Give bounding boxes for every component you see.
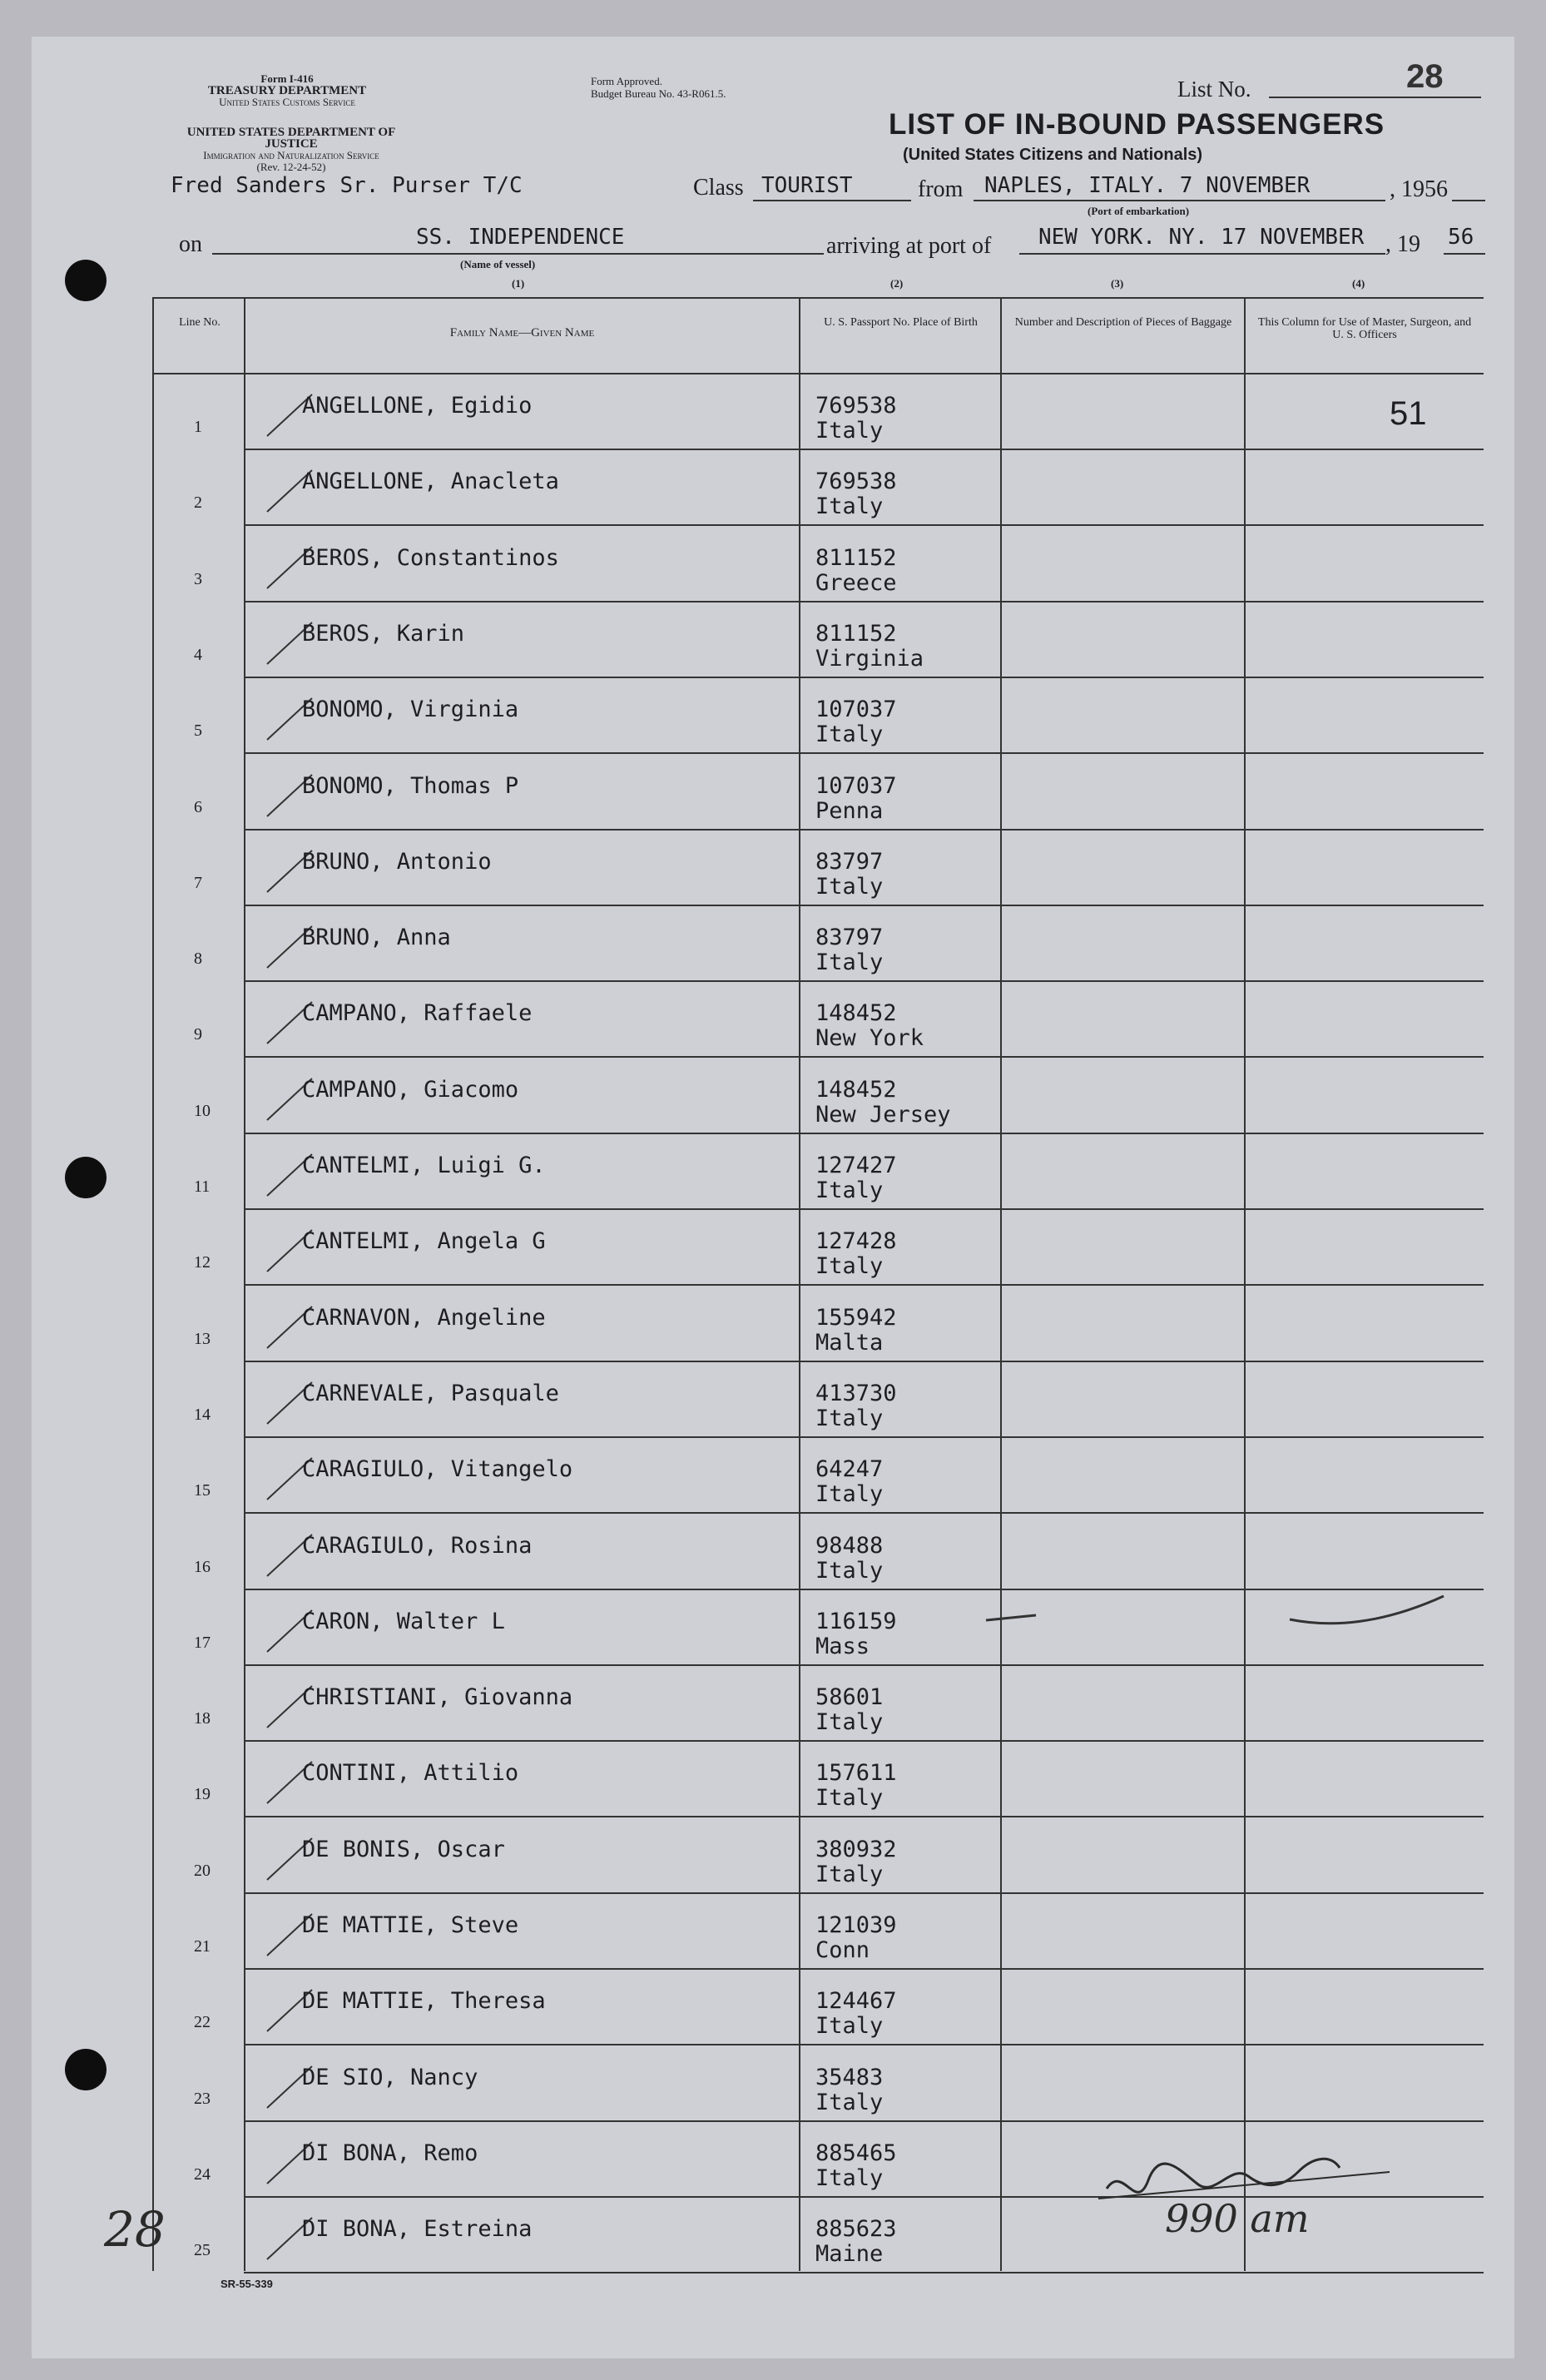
table-row [152, 1287, 1484, 1362]
officer-scribble [1281, 1581, 1456, 1631]
passenger-name: DE BONIS, Oscar [302, 1836, 505, 1862]
passenger-name: CARNAVON, Angeline [302, 1304, 546, 1331]
col-head-baggage: Number and Description of Pieces of Baggage [1014, 316, 1232, 329]
passport-number: 413730 [815, 1380, 897, 1406]
table-row [152, 1134, 1484, 1210]
table-row [152, 1515, 1484, 1590]
passenger-name: DE MATTIE, Theresa [302, 1988, 546, 2015]
passport-number: 769538 [815, 393, 897, 419]
passport-number: 127427 [815, 1153, 897, 1178]
place-of-birth: Italy [815, 1178, 884, 1203]
form-id-block: Form I-416 TREASURY DEPARTMENT United States Customs Service [207, 72, 367, 108]
col-head-officers: This Column for Use of Master, Surgeon, and U. S. Officers [1257, 316, 1472, 341]
year-two-value: 56 [1448, 225, 1474, 250]
line-number: 14 [194, 1405, 211, 1424]
passenger-name: CARNEVALE, Pasquale [302, 1380, 559, 1406]
from-label: from [918, 176, 964, 202]
passenger-name: CARAGIULO, Rosina [302, 1532, 533, 1559]
line-number: 16 [194, 1557, 211, 1576]
passport-number: 116159 [815, 1608, 897, 1634]
passenger-name: DE SIO, Nancy [302, 2064, 478, 2090]
place-of-birth: Italy [815, 1253, 884, 1280]
row-rule [244, 2272, 1484, 2273]
line-number: 2 [194, 493, 202, 513]
table-row [152, 1210, 1484, 1286]
place-of-birth: Maine [815, 2241, 884, 2268]
passport-number: 148452 [815, 1000, 897, 1027]
place-of-birth: Penna [815, 797, 884, 824]
line-number: 15 [194, 1481, 211, 1500]
passport-number: 157611 [815, 1760, 897, 1787]
table-row [152, 1666, 1484, 1742]
place-of-birth: Italy [815, 493, 884, 520]
table-row [152, 374, 1484, 450]
table-row [152, 982, 1484, 1058]
officer-note: 51 [1390, 395, 1427, 432]
line-number: 25 [194, 2241, 211, 2260]
passport-number: 58601 [815, 1684, 884, 1711]
form-footer: SR-55-339 [221, 2278, 273, 2290]
line-number: 9 [194, 1025, 202, 1044]
arrival-value: NEW YORK. NY. 17 NOVEMBER [1038, 225, 1365, 250]
table-row [152, 906, 1484, 982]
line-number: 4 [194, 645, 202, 664]
table-row [152, 527, 1484, 602]
passenger-name: CAMPANO, Giacomo [302, 1076, 519, 1103]
table-row [152, 1818, 1484, 1894]
place-of-birth: Italy [815, 1405, 884, 1431]
from-line [974, 200, 1385, 201]
vessel-caption: (Name of vessel) [460, 258, 536, 270]
col-num-1: (1) [512, 277, 525, 290]
line-number: 13 [194, 1329, 211, 1348]
place-of-birth: Italy [815, 1709, 884, 1736]
signature-time: 990 am [1165, 2196, 1310, 2241]
vessel-name: SS. INDEPENDENCE [416, 225, 625, 250]
passport-number: 769538 [815, 469, 897, 495]
line-number: 23 [194, 2089, 211, 2108]
place-of-birth: Italy [815, 1481, 884, 1508]
passport-number: 885465 [815, 2140, 897, 2166]
place-of-birth: Greece [815, 569, 897, 596]
passport-number: 35483 [815, 2064, 884, 2090]
arrival-line [1019, 253, 1385, 255]
table-row [152, 450, 1484, 526]
col-num-4: (4) [1352, 277, 1365, 290]
vessel-line [212, 253, 824, 255]
place-of-birth: Italy [815, 2089, 884, 2115]
place-of-birth: Italy [815, 950, 884, 976]
table-row [152, 755, 1484, 831]
place-of-birth: Virginia [815, 645, 924, 672]
place-of-birth: Italy [815, 873, 884, 900]
place-of-birth: New Jersey [815, 1101, 951, 1128]
passenger-name: DI BONA, Estreina [302, 2216, 533, 2243]
class-line [753, 200, 911, 201]
line-number: 10 [194, 1101, 211, 1120]
line-number: 1 [194, 418, 202, 436]
passenger-name: BONOMO, Thomas P [302, 772, 519, 799]
table-row [152, 1362, 1484, 1438]
passport-number: 83797 [815, 848, 884, 875]
line-number: 18 [194, 1709, 211, 1728]
passenger-name: ANGELLONE, Egidio [302, 393, 533, 419]
place-of-birth: Italy [815, 418, 884, 444]
passenger-name: CAMPANO, Raffaele [302, 1000, 533, 1027]
line-number: 11 [194, 1178, 211, 1196]
passenger-name: BEROS, Constantinos [302, 544, 559, 571]
passport-number: 380932 [815, 1836, 897, 1862]
table-row [152, 678, 1484, 754]
line-number: 21 [194, 1937, 211, 1956]
list-no-label: List No. [1177, 77, 1251, 102]
table-row [152, 1742, 1484, 1817]
passenger-name: DI BONA, Remo [302, 2140, 478, 2166]
approval-note: Form Approved. Budget Bureau No. 43-R061.5. [591, 75, 726, 100]
line-number: 6 [194, 797, 202, 816]
place-of-birth: Italy [815, 721, 884, 748]
table-row [152, 1438, 1484, 1514]
passenger-name: CARAGIULO, Vitangelo [302, 1456, 573, 1483]
year-two: , 19 [1385, 231, 1420, 257]
col-num-2: (2) [890, 277, 904, 290]
doj-block: UNITED STATES DEPARTMENT OF JUSTICE Immigration and Naturalization Service (Rev. 12-24-52) [186, 126, 396, 173]
year-line [1452, 200, 1485, 201]
passport-number: 64247 [815, 1456, 884, 1483]
table-row [152, 2046, 1484, 2122]
passenger-name: CARON, Walter L [302, 1608, 505, 1634]
line-number: 3 [194, 569, 202, 588]
place-of-birth: Malta [815, 1329, 884, 1356]
from-value: NAPLES, ITALY. 7 NOVEMBER [984, 173, 1311, 198]
list-no-value: 28 [1406, 58, 1444, 95]
passenger-name: BRUNO, Anna [302, 925, 451, 951]
passport-number: 124467 [815, 1988, 897, 2015]
line-number: 17 [194, 1633, 211, 1652]
passport-number: 811152 [815, 620, 897, 647]
page-subtitle: (United States Citizens and Nationals) [903, 146, 1203, 164]
col-head-line: Line No. [179, 316, 221, 329]
passenger-name: CHRISTIANI, Giovanna [302, 1684, 573, 1711]
passenger-name: BEROS, Karin [302, 620, 465, 647]
list-no-line [1269, 97, 1481, 98]
place-of-birth: Italy [815, 1861, 884, 1887]
passport-number: 107037 [815, 772, 897, 799]
port-caption: (Port of embarkation) [1088, 205, 1190, 217]
passenger-name: CANTELMI, Luigi G. [302, 1153, 546, 1178]
place-of-birth: Italy [815, 1557, 884, 1584]
passport-number: 148452 [815, 1076, 897, 1103]
place-of-birth: New York [815, 1025, 924, 1052]
line-number: 19 [194, 1785, 211, 1804]
table-row [152, 602, 1484, 678]
table-row [152, 1894, 1484, 1970]
place-of-birth: Italy [815, 2164, 884, 2191]
arriving-label: arriving at port of [826, 233, 992, 259]
purser-name: Fred Sanders Sr. Purser T/C [171, 173, 523, 198]
passport-number: 83797 [815, 925, 884, 951]
year-two-line [1444, 253, 1485, 255]
class-label: Class [693, 175, 744, 201]
place-of-birth: Italy [815, 1785, 884, 1812]
passenger-name: BRUNO, Antonio [302, 848, 492, 875]
line-number: 5 [194, 721, 202, 741]
line-number: 22 [194, 2013, 211, 2032]
punch-hole [65, 1157, 107, 1198]
year-one: , 1956 [1390, 176, 1448, 202]
table-row [152, 1059, 1484, 1134]
line-number: 12 [194, 1253, 211, 1272]
line-number: 24 [194, 2164, 211, 2184]
passenger-name: CONTINI, Attilio [302, 1760, 519, 1787]
passport-number: 885623 [815, 2216, 897, 2243]
line-number: 20 [194, 1861, 211, 1880]
place-of-birth: Conn [815, 1937, 870, 1963]
pen-stroke [982, 1610, 1040, 1627]
table-top-rule [152, 297, 1484, 299]
passenger-name: BONOMO, Virginia [302, 697, 519, 723]
punch-hole [65, 2049, 107, 2090]
table-row [152, 1970, 1484, 2045]
table-row [152, 831, 1484, 906]
passenger-name: CANTELMI, Angela G [302, 1228, 546, 1255]
col-head-passport: U. S. Passport No. Place of Birth [824, 316, 978, 329]
passenger-name: ANGELLONE, Anacleta [302, 469, 559, 495]
on-label: on [179, 231, 202, 257]
col-head-name: Family Name—Given Name [449, 326, 595, 340]
passenger-name: DE MATTIE, Steve [302, 1912, 519, 1938]
page-title: LIST OF IN-BOUND PASSENGERS [889, 108, 1385, 141]
passport-number: 811152 [815, 544, 897, 571]
margin-note: 28 [104, 2201, 166, 2258]
place-of-birth: Mass [815, 1633, 870, 1659]
line-number: 8 [194, 950, 202, 969]
passport-number: 155942 [815, 1304, 897, 1331]
inspector-signature [1090, 2139, 1423, 2247]
col-num-3: (3) [1111, 277, 1124, 290]
passport-number: 107037 [815, 697, 897, 723]
place-of-birth: Italy [815, 2013, 884, 2040]
punch-hole [65, 260, 107, 301]
class-value: TOURIST [761, 173, 853, 198]
line-number: 7 [194, 873, 202, 892]
passport-number: 121039 [815, 1912, 897, 1938]
passport-number: 127428 [815, 1228, 897, 1255]
passport-number: 98488 [815, 1532, 884, 1559]
